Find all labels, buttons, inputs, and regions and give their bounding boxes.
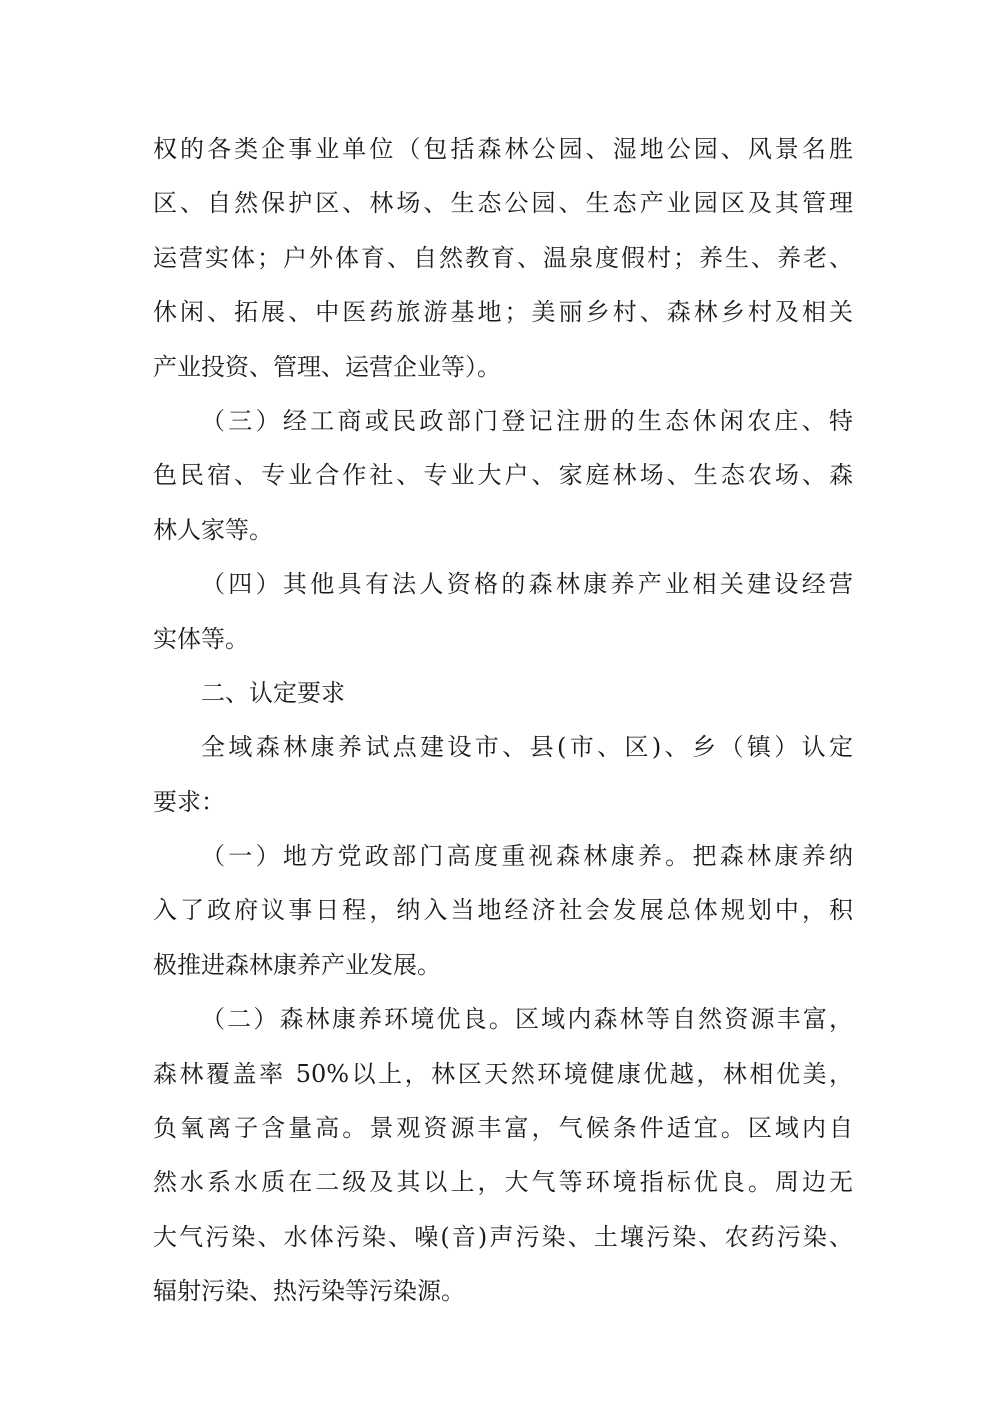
- text-line: （二）森林康养环境优良。区域内森林等自然资源丰富，: [201, 1005, 853, 1034]
- text-line: 森林覆盖率 50%以上，林区天然环境健康优越，林相优美，: [153, 1059, 853, 1088]
- text-line: 休闲、拓展、中医药旅游基地；美丽乡村、森林乡村及相关: [153, 298, 853, 327]
- text-line: 全域森林康养试点建设市、县(市、区)、乡（镇）认定: [201, 733, 853, 762]
- text-line: 辐射污染、热污染等污染源。: [153, 1277, 465, 1306]
- text-line: 要求：: [153, 787, 225, 816]
- text-line: 权的各类企事业单位（包括森林公园、湿地公园、风景名胜: [153, 135, 853, 163]
- text-line: 产业投资、管理、运营企业等）。: [153, 352, 501, 381]
- document-body: [153, 122, 853, 1319]
- text-line: 实体等。: [153, 624, 249, 653]
- text-line: 然水系水质在二级及其以上，大气等环境指标优良。周边无: [153, 1168, 853, 1197]
- text-line: 区、自然保护区、林场、生态公园、生态产业园区及其管理: [153, 189, 853, 218]
- text-line: 林人家等。: [153, 515, 273, 544]
- text-line: （一）地方党政部门高度重视森林康养。把森林康养纳: [201, 842, 853, 871]
- text-line: 运营实体；户外体育、自然教育、温泉度假村；养生、养老、: [153, 243, 853, 272]
- text-line: 负氧离子含量高。景观资源丰富，气候条件适宜。区域内自: [153, 1114, 853, 1143]
- text-line: （四）其他具有法人资格的森林康养产业相关建设经营: [201, 570, 853, 599]
- text-line: 大气污染、水体污染、噪(音)声污染、土壤污染、农药污染、: [153, 1222, 853, 1251]
- section-heading: 二、认定要求: [201, 678, 345, 707]
- text-line: 入了政府议事日程，纳入当地经济社会发展总体规划中，积: [153, 896, 853, 925]
- text-line: 极推进森林康养产业发展。: [153, 950, 441, 979]
- text-line: （三）经工商或民政部门登记注册的生态休闲农庄、特: [201, 406, 853, 435]
- text-line: 色民宿、专业合作社、专业大户、家庭林场、生态农场、森: [153, 461, 853, 490]
